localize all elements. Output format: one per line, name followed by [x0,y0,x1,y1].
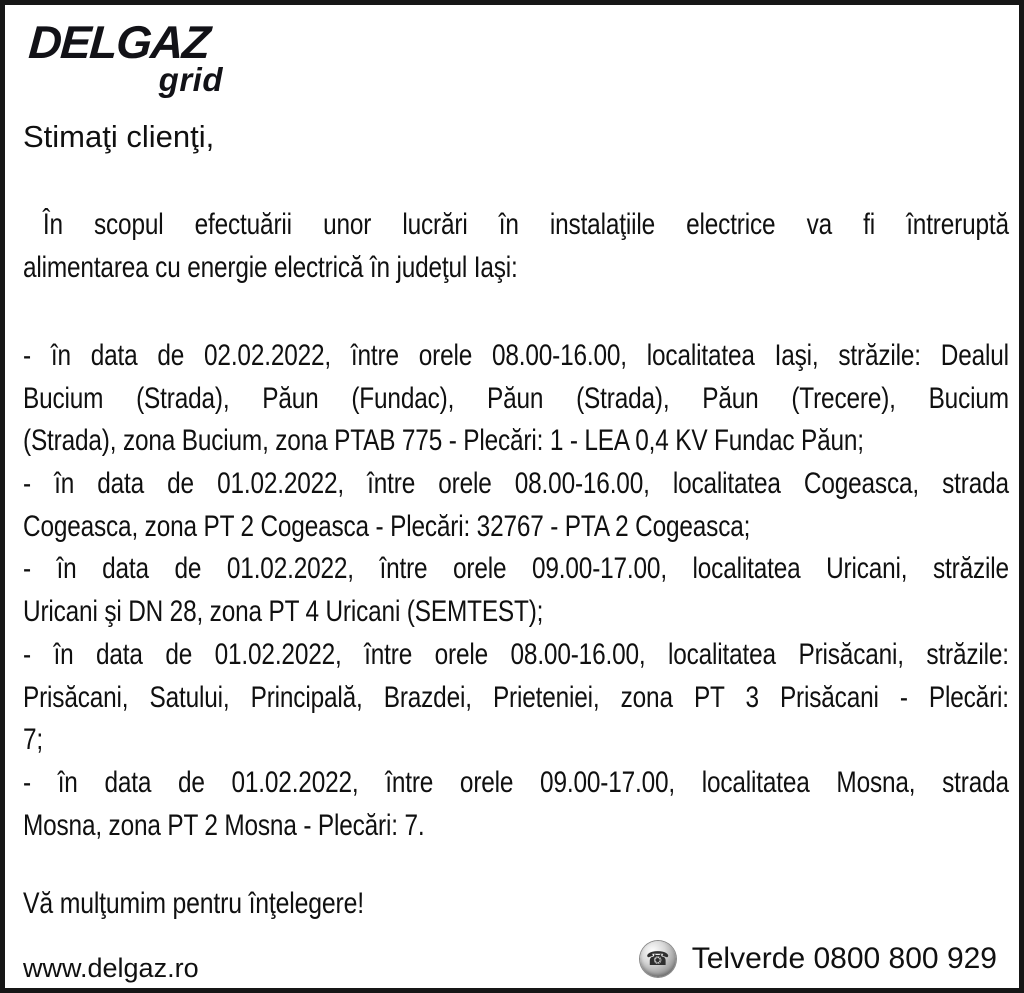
logo-sub-text: grid [158,61,223,98]
outage-line: Uricani şi DN 28, zona PT 4 Uricani (SEMTEST); [23,595,544,629]
outage-line: - în data de 01.02.2022, între orele 09.00-17.00, localitatea Mosna, strada [23,765,1009,799]
outage-line: 7; [23,723,44,757]
outage-item-mosna [23,762,1009,847]
outage-item-prisacani [23,634,1009,762]
outage-line: - în data de 01.02.2022, între orele 09.00-17.00, localitatea Uricani, străzile [23,552,1009,586]
intro-line: În scopul efectuării unor lucrări în instalaţiile electrice va fi întreruptă [42,208,1009,241]
greeting-text: Stimaţi clienţi, [23,119,215,154]
outage-line: Prisăcani, Satului, Principală, Brazdei, Prieteniei, zona PT 3 Prisăcani - Plecări: [23,680,1009,714]
outage-line: (Strada), zona Bucium, zona PTAB 775 - Plecări: 1 - LEA 0,4 KV Fundac Păun; [23,424,864,458]
outage-line: - în data de 01.02.2022, între orele 08.00-16.00, localitatea Cogeasca, strada [23,467,1009,501]
outage-item-uricani [23,548,1009,633]
outage-item-iasi [23,335,1009,463]
outage-line: Bucium (Strada), Păun (Fundac), Păun (Strada), Păun (Trecere), Bucium [23,381,1009,415]
closing-text [23,883,1009,926]
delgaz-logo [27,15,227,99]
closing-line: Vă mulţumim pentru înţelegere! [23,887,364,920]
outage-line: - în data de 01.02.2022, între orele 08.00-16.00, localitatea Prisăcani, străzile: [23,637,1009,671]
outage-item-cogeasca [23,463,1009,548]
outage-line: - în data de 02.02.2022, între orele 08.00-16.00, localitatea Iaşi, străzile: Dealul [23,339,1009,372]
intro-line: alimentarea cu energie electrică în judeţul Iaşi: [23,250,518,284]
outage-list [23,335,1009,847]
telephone-icon [640,941,676,977]
phone-info [640,941,997,977]
outage-line: Mosna, zona PT 2 Mosna - Plecări: 7. [23,808,425,842]
logo-brand-text: DELGAZ [27,16,211,68]
intro-paragraph [23,204,1009,289]
website-text: www.delgaz.ro [23,953,199,983]
phone-label: Telverde 0800 800 929 [691,942,997,975]
outage-line: Cogeasca, zona PT 2 Cogeasca - Plecări: 32767 - PTA 2 Cogeasca; [23,509,751,543]
